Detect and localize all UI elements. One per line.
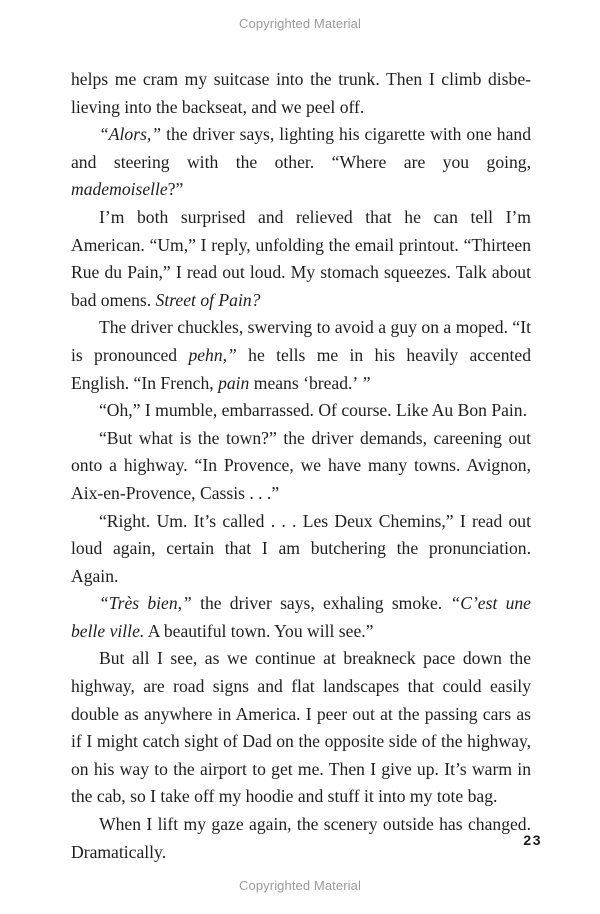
- italic-text-segment: “Très bien,”: [99, 593, 192, 614]
- italic-text-segment: mademoiselle: [71, 179, 168, 200]
- text-segment: helps me cram my suitcase into the trunk. Then I climb disbelieving into the backseat, and we peel off.: [71, 69, 531, 117]
- paragraph: [71, 811, 531, 866]
- paragraph: [71, 590, 531, 645]
- italic-text-segment: “C’est une belle ville.: [71, 593, 531, 641]
- text-segment: I’m both surprised and relieved that he can tell I’m American. “Um,” I reply, unfolding the email printout. “Thirteen Rue du Pain,” I read out loud. My stomach squeezes. Talk about bad omens.: [71, 206, 531, 310]
- copyright-watermark-top: Copyrighted Material: [239, 16, 361, 31]
- italic-text-segment: pehn,”: [188, 344, 237, 365]
- text-segment: means ‘bread.’ ”: [249, 372, 371, 393]
- text-segment: the driver says, exhaling smoke.: [191, 593, 451, 614]
- italic-text-segment: pain: [218, 372, 250, 393]
- paragraph: [71, 508, 531, 591]
- text-segment: The driver chuckles, swerving to avoid a guy on a moped. “It is pronounced: [71, 317, 531, 365]
- paragraph: [71, 314, 531, 397]
- paragraph: [71, 121, 531, 204]
- text-segment: he tells me in his heavily accented English. “In French,: [71, 344, 531, 393]
- paragraph: [71, 425, 531, 508]
- text-segment: “Right. Um. It’s called . . . Les Deux Chemins,” I read out loud again, certain that I am butchering the pronunciation. Again.: [71, 510, 531, 586]
- text-segment: “Oh,” I mumble, embarrassed. Of course. Like Au Bon Pain.: [99, 400, 528, 421]
- text-segment: But all I see, as we continue at breakneck pace down the highway, are road signs and flat landscapes that could easily double as anywhere in America. I peer out at the passing cars as if I might catch sight of Dad on the opposite side of the highway, on his way to the airport to get me. Then I give up. It’s warm in the cab, so I take off my hoodie and stuff it into my tote bag.: [71, 648, 531, 807]
- copyright-watermark-bottom: Copyrighted Material: [239, 878, 361, 893]
- paragraph: [71, 204, 531, 314]
- text-segment: “But what is the town?” the driver demands, careening out onto a highway. “In Provence, we have many towns. Avignon, Aix-en-Provence, Cassis . . .”: [71, 427, 531, 503]
- italic-text-segment: Street of Pain?: [155, 289, 261, 310]
- page-number: 23: [523, 832, 542, 848]
- text-segment: A beautiful town. You will see.”: [144, 620, 374, 641]
- italic-text-segment: “Alors,”: [99, 124, 162, 145]
- paragraph: [71, 645, 531, 811]
- book-page-text: [71, 66, 531, 866]
- text-segment: ?”: [167, 179, 184, 200]
- paragraph: [71, 397, 531, 425]
- text-segment: the driver says, lighting his cigarette with one hand and steering with the other. “Where are you going,: [71, 124, 531, 172]
- paragraph: [71, 66, 531, 121]
- text-segment: When I lift my gaze again, the scenery outside has changed. Dramatically.: [71, 814, 531, 862]
